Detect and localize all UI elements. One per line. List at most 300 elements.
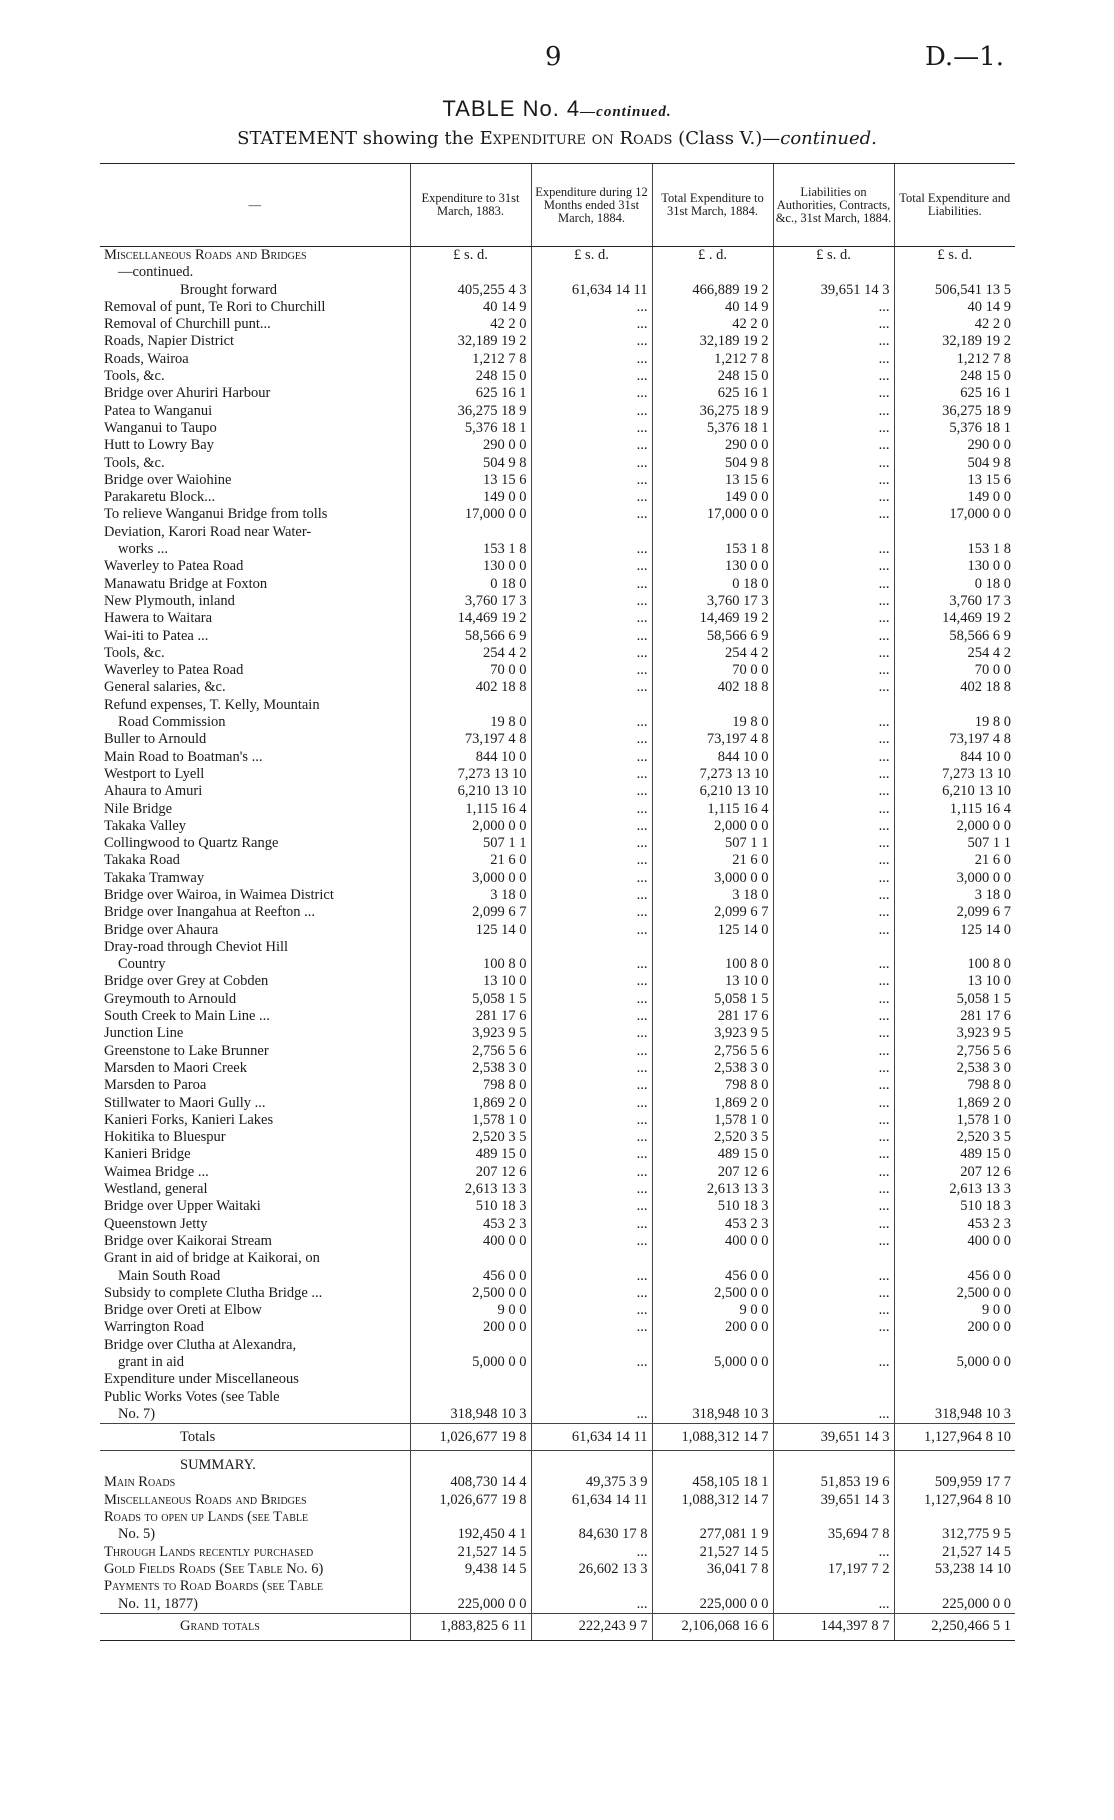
amount-cell: ... — [773, 783, 894, 800]
amount-cell: 51,853 19 6 — [773, 1474, 894, 1491]
amount-cell: ... — [531, 1268, 652, 1285]
row-label: Public Works Votes (see Table — [104, 1388, 280, 1405]
amount-cell: 466,889 19 2 — [652, 282, 773, 299]
amount-cell: 402 18 8 — [894, 679, 1015, 696]
row-label: Roads, Napier District — [104, 333, 235, 350]
amount-cell: 248 15 0 — [652, 368, 773, 385]
table-row — [100, 1146, 1015, 1163]
row-label: Kanieri Bridge — [104, 1146, 191, 1163]
amount-cell: ... — [773, 1129, 894, 1146]
amount-cell: ... — [531, 455, 652, 472]
row-label: Road Commission — [118, 714, 226, 731]
row-label: Through Lands recently purchased — [104, 1543, 314, 1560]
amount-cell: 13 15 6 — [894, 472, 1015, 489]
amount-cell: 36,275 18 9 — [894, 403, 1015, 420]
table-row — [100, 1596, 1015, 1614]
amount-cell: 1,115 16 4 — [652, 801, 773, 818]
amount-cell: 290 0 0 — [652, 437, 773, 454]
amount-cell — [894, 697, 1015, 714]
amount-cell: 400 0 0 — [410, 1233, 531, 1250]
amount-cell: ... — [531, 645, 652, 662]
amount-cell: 125 14 0 — [410, 922, 531, 939]
row-label: Marsden to Maori Creek — [104, 1059, 247, 1076]
amount-cell: ... — [531, 1596, 652, 1614]
row-label: Removal of punt, Te Rori to Churchill — [104, 298, 326, 315]
amount-cell — [410, 1509, 531, 1526]
amount-cell: ... — [773, 403, 894, 420]
amount-cell: 290 0 0 — [894, 437, 1015, 454]
amount-cell: ... — [531, 818, 652, 835]
amount-cell: 61,634 14 11 — [531, 1424, 652, 1451]
amount-cell: 6,210 13 10 — [894, 783, 1015, 800]
amount-cell: 2,613 13 3 — [894, 1181, 1015, 1198]
amount-cell: ... — [531, 1095, 652, 1112]
amount-cell: 2,106,068 16 6 — [652, 1613, 773, 1640]
amount-cell — [531, 1337, 652, 1354]
amount-cell: ... — [531, 558, 652, 575]
table-row — [100, 956, 1015, 973]
amount-cell: 13 10 0 — [894, 973, 1015, 990]
table-row — [100, 576, 1015, 593]
table-row — [100, 1509, 1015, 1526]
row-label: Bridge over Clutha at Alexandra, — [104, 1336, 297, 1353]
amount-cell: ... — [773, 541, 894, 558]
amount-cell: 21 6 0 — [652, 852, 773, 869]
row-label: Refund expenses, T. Kelly, Mountain — [104, 696, 320, 713]
amount-cell: 408,730 14 4 — [410, 1474, 531, 1491]
row-label: Totals — [100, 1424, 410, 1451]
unit-label: £ s. d. — [531, 247, 652, 265]
amount-cell: 1,115 16 4 — [410, 801, 531, 818]
row-label: General salaries, &c. — [104, 679, 226, 696]
amount-cell: 2,500 0 0 — [894, 1285, 1015, 1302]
amount-cell: ... — [531, 541, 652, 558]
amount-cell: 32,189 19 2 — [652, 333, 773, 350]
amount-cell — [531, 1509, 652, 1526]
amount-cell: 844 10 0 — [410, 749, 531, 766]
amount-cell: 507 1 1 — [410, 835, 531, 852]
amount-cell: 2,613 13 3 — [652, 1181, 773, 1198]
amount-cell: 0 18 0 — [652, 576, 773, 593]
amount-cell: 405,255 4 3 — [410, 282, 531, 299]
amount-cell: ... — [531, 1008, 652, 1025]
amount-cell: 1,088,312 14 7 — [652, 1424, 773, 1451]
amount-cell: 17,000 0 0 — [410, 506, 531, 523]
amount-cell: ... — [531, 403, 652, 420]
amount-cell: ... — [531, 472, 652, 489]
row-label: Grant in aid of bridge at Kaikorai, on — [104, 1250, 320, 1267]
amount-cell: 40 14 9 — [410, 299, 531, 316]
amount-cell: 510 18 3 — [894, 1198, 1015, 1215]
amount-cell: ... — [531, 610, 652, 627]
table-row — [100, 1492, 1015, 1509]
amount-cell — [531, 1371, 652, 1388]
amount-cell: ... — [531, 870, 652, 887]
amount-cell: 625 16 1 — [894, 385, 1015, 402]
amount-cell: ... — [531, 316, 652, 333]
amount-cell: ... — [531, 1146, 652, 1163]
column-header: Total Expenditure to 31st March, 1884. — [652, 164, 773, 247]
column-header: Expenditure to 31st March, 1883. — [410, 164, 531, 247]
amount-cell: 318,948 10 3 — [652, 1406, 773, 1424]
amount-cell: 130 0 0 — [410, 558, 531, 575]
amount-cell: 35,694 7 8 — [773, 1526, 894, 1543]
amount-cell: 207 12 6 — [894, 1164, 1015, 1181]
table-row — [100, 455, 1015, 472]
amount-cell — [410, 1337, 531, 1354]
amount-cell: 3 18 0 — [894, 887, 1015, 904]
amount-cell: ... — [531, 991, 652, 1008]
amount-cell — [652, 697, 773, 714]
table-row — [100, 282, 1015, 299]
amount-cell: 73,197 4 8 — [652, 731, 773, 748]
amount-cell: ... — [531, 731, 652, 748]
row-label: Miscellaneous Roads and Bridges — [104, 1491, 307, 1508]
amount-cell: 2,250,466 5 1 — [894, 1613, 1015, 1640]
amount-cell: ... — [773, 1095, 894, 1112]
amount-cell — [652, 939, 773, 956]
amount-cell: 73,197 4 8 — [410, 731, 531, 748]
row-label: New Plymouth, inland — [104, 592, 235, 609]
row-label: Main Road to Boatman's ... — [104, 748, 263, 765]
amount-cell: 9 0 0 — [652, 1302, 773, 1319]
amount-cell: ... — [773, 506, 894, 523]
row-label: Bridge over Waiohine — [104, 471, 232, 488]
amount-cell: 144,397 8 7 — [773, 1613, 894, 1640]
amount-cell: 13 10 0 — [652, 973, 773, 990]
amount-cell: 2,756 5 6 — [410, 1043, 531, 1060]
section-title: Miscellaneous Roads and Bridges — [104, 247, 307, 263]
column-header: — — [100, 164, 410, 247]
amount-cell: 2,756 5 6 — [894, 1043, 1015, 1060]
amount-cell: 277,081 1 9 — [652, 1526, 773, 1543]
row-label: Greenstone to Lake Brunner — [104, 1042, 269, 1059]
amount-cell: 125 14 0 — [894, 922, 1015, 939]
row-label: Wanganui to Taupo — [104, 419, 217, 436]
amount-cell: 39,651 14 3 — [773, 1492, 894, 1509]
totals-row — [100, 1424, 1015, 1451]
amount-cell — [773, 524, 894, 541]
table-row — [100, 1302, 1015, 1319]
summary-title: SUMMARY. — [180, 1457, 256, 1474]
amount-cell: 13 15 6 — [652, 472, 773, 489]
row-label: Hawera to Waitara — [104, 610, 213, 627]
amount-cell — [773, 1509, 894, 1526]
amount-cell — [894, 1578, 1015, 1595]
amount-cell: ... — [531, 1319, 652, 1336]
amount-cell: 21 6 0 — [410, 852, 531, 869]
row-label: Main Roads — [104, 1474, 176, 1491]
row-label: Takaka Road — [104, 852, 180, 869]
amount-cell: ... — [531, 1285, 652, 1302]
table-row — [100, 472, 1015, 489]
amount-cell: 5,376 18 1 — [652, 420, 773, 437]
table-row — [100, 1043, 1015, 1060]
table-row — [100, 852, 1015, 869]
amount-cell: 281 17 6 — [410, 1008, 531, 1025]
amount-cell: 225,000 0 0 — [410, 1596, 531, 1614]
table-row — [100, 1095, 1015, 1112]
table-row — [100, 714, 1015, 731]
row-label: Waverley to Patea Road — [104, 662, 244, 679]
amount-cell: 456 0 0 — [894, 1268, 1015, 1285]
amount-cell: 14,469 19 2 — [894, 610, 1015, 627]
amount-cell: 1,883,825 6 11 — [410, 1613, 531, 1640]
amount-cell — [410, 1389, 531, 1406]
amount-cell: 798 8 0 — [894, 1077, 1015, 1094]
amount-cell — [531, 697, 652, 714]
amount-cell: ... — [773, 731, 894, 748]
row-label: Greymouth to Arnould — [104, 990, 237, 1007]
amount-cell: ... — [773, 749, 894, 766]
amount-cell: 456 0 0 — [410, 1268, 531, 1285]
amount-cell: ... — [773, 455, 894, 472]
amount-cell: 844 10 0 — [652, 749, 773, 766]
amount-cell: 26,602 13 3 — [531, 1561, 652, 1578]
amount-cell — [773, 1389, 894, 1406]
amount-cell: 3,923 9 5 — [652, 1025, 773, 1042]
amount-cell: 49,375 3 9 — [531, 1474, 652, 1491]
amount-cell: 1,869 2 0 — [652, 1095, 773, 1112]
amount-cell: ... — [531, 385, 652, 402]
row-label: Kanieri Forks, Kanieri Lakes — [104, 1111, 274, 1128]
amount-cell: ... — [773, 662, 894, 679]
amount-cell: ... — [773, 385, 894, 402]
amount-cell — [652, 1389, 773, 1406]
row-label: Marsden to Paroa — [104, 1077, 207, 1094]
amount-cell: 2,099 6 7 — [410, 904, 531, 921]
amount-cell: ... — [531, 1216, 652, 1233]
amount-cell: ... — [773, 904, 894, 921]
amount-cell: ... — [773, 1268, 894, 1285]
table-row — [100, 1561, 1015, 1578]
amount-cell: 402 18 8 — [652, 679, 773, 696]
amount-cell: ... — [773, 973, 894, 990]
table-row — [100, 1285, 1015, 1302]
row-label: South Creek to Main Line ... — [104, 1008, 270, 1025]
amount-cell: 400 0 0 — [652, 1233, 773, 1250]
amount-cell: 510 18 3 — [652, 1198, 773, 1215]
amount-cell: 61,634 14 11 — [531, 282, 652, 299]
amount-cell — [894, 1509, 1015, 1526]
table-row — [100, 1060, 1015, 1077]
table-row — [100, 316, 1015, 333]
amount-cell — [410, 1250, 531, 1267]
row-label: Waimea Bridge ... — [104, 1163, 209, 1180]
amount-cell: ... — [531, 1129, 652, 1146]
amount-cell: 53,238 14 10 — [894, 1561, 1015, 1578]
amount-cell: 5,000 0 0 — [410, 1354, 531, 1371]
row-label: Bridge over Grey at Cobden — [104, 973, 269, 990]
row-label: Bridge over Kaikorai Stream — [104, 1232, 272, 1249]
amount-cell: 36,041 7 8 — [652, 1561, 773, 1578]
amount-cell: 290 0 0 — [410, 437, 531, 454]
section-continued: —continued. — [118, 264, 194, 281]
table-row — [100, 870, 1015, 887]
amount-cell — [652, 524, 773, 541]
unit-label: £ s. d. — [894, 247, 1015, 265]
amount-cell: 1,127,964 8 10 — [894, 1424, 1015, 1451]
amount-cell — [894, 1337, 1015, 1354]
statement-heading: STATEMENT showing the Expenditure on Roads (Class V.)—continued. — [237, 128, 877, 149]
row-label: Grand totals — [100, 1613, 410, 1640]
amount-cell: ... — [531, 801, 652, 818]
amount-cell: ... — [531, 1043, 652, 1060]
amount-cell: 5,376 18 1 — [410, 420, 531, 437]
amount-cell: ... — [531, 1233, 652, 1250]
amount-cell: ... — [531, 766, 652, 783]
amount-cell: 1,088,312 14 7 — [652, 1492, 773, 1509]
row-label: Deviation, Karori Road near Water- — [104, 523, 312, 540]
amount-cell: 39,651 14 3 — [773, 282, 894, 299]
amount-cell: 36,275 18 9 — [652, 403, 773, 420]
table-row — [100, 1008, 1015, 1025]
amount-cell: ... — [531, 628, 652, 645]
amount-cell: 149 0 0 — [410, 489, 531, 506]
amount-cell: ... — [773, 351, 894, 368]
row-label: Wai-iti to Patea ... — [104, 627, 209, 644]
amount-cell: ... — [773, 610, 894, 627]
amount-cell: 2,520 3 5 — [410, 1129, 531, 1146]
amount-cell: 318,948 10 3 — [894, 1406, 1015, 1424]
table-row — [100, 749, 1015, 766]
table-row — [100, 697, 1015, 714]
table-row — [100, 1216, 1015, 1233]
row-label: Bridge over Upper Waitaki — [104, 1198, 261, 1215]
page-number: 9 — [545, 42, 562, 72]
row-label: Patea to Wanganui — [104, 402, 213, 419]
amount-cell: ... — [531, 593, 652, 610]
amount-cell: ... — [773, 1596, 894, 1614]
amount-cell: 3,760 17 3 — [894, 593, 1015, 610]
amount-cell: 1,578 1 0 — [894, 1112, 1015, 1129]
amount-cell: ... — [773, 1077, 894, 1094]
amount-cell: 458,105 18 1 — [652, 1474, 773, 1491]
amount-cell: ... — [773, 558, 894, 575]
amount-cell — [531, 1250, 652, 1267]
table-row — [100, 1112, 1015, 1129]
amount-cell: 14,469 19 2 — [410, 610, 531, 627]
amount-cell: ... — [531, 1302, 652, 1319]
amount-cell: 9,438 14 5 — [410, 1561, 531, 1578]
row-label: Subsidy to complete Clutha Bridge ... — [104, 1284, 323, 1301]
table-row — [100, 1129, 1015, 1146]
amount-cell: 3,000 0 0 — [894, 870, 1015, 887]
table-row — [100, 1406, 1015, 1424]
amount-cell: ... — [773, 1164, 894, 1181]
amount-cell — [894, 939, 1015, 956]
amount-cell: 2,520 3 5 — [894, 1129, 1015, 1146]
amount-cell: ... — [773, 489, 894, 506]
row-label: Tools, &c. — [104, 644, 165, 661]
units-row — [100, 247, 1015, 265]
amount-cell: ... — [531, 887, 652, 904]
amount-cell: ... — [531, 299, 652, 316]
amount-cell: 149 0 0 — [894, 489, 1015, 506]
amount-cell: 21,527 14 5 — [652, 1544, 773, 1561]
amount-cell: 13 15 6 — [410, 472, 531, 489]
table-row — [100, 333, 1015, 350]
amount-cell: ... — [531, 506, 652, 523]
row-label: Westland, general — [104, 1181, 208, 1198]
amount-cell: 504 9 8 — [410, 455, 531, 472]
row-label: Hutt to Lowry Bay — [104, 437, 214, 454]
amount-cell: ... — [531, 662, 652, 679]
column-header: Expenditure during 12 Months ended 31st March, 1884. — [531, 164, 652, 247]
amount-cell: ... — [773, 1043, 894, 1060]
amount-cell: ... — [773, 1008, 894, 1025]
amount-cell: 254 4 2 — [410, 645, 531, 662]
amount-cell: ... — [773, 852, 894, 869]
table-row — [100, 1526, 1015, 1543]
amount-cell: ... — [531, 489, 652, 506]
row-label: Westport to Lyell — [104, 765, 205, 782]
amount-cell — [773, 939, 894, 956]
amount-cell: ... — [531, 351, 652, 368]
amount-cell: 5,058 1 5 — [652, 991, 773, 1008]
row-label: Stillwater to Maori Gully ... — [104, 1094, 266, 1111]
amount-cell: 248 15 0 — [894, 368, 1015, 385]
amount-cell: 625 16 1 — [410, 385, 531, 402]
table-row — [100, 558, 1015, 575]
amount-cell: ... — [773, 801, 894, 818]
table-row — [100, 1389, 1015, 1406]
row-label: Junction Line — [104, 1025, 184, 1042]
row-label: No. 11, 1877) — [118, 1595, 199, 1612]
row-label: To relieve Wanganui Bridge from tolls — [104, 506, 328, 523]
row-label: Tools, &c. — [104, 368, 165, 385]
amount-cell: 39,651 14 3 — [773, 1424, 894, 1451]
amount-cell: ... — [531, 1354, 652, 1371]
table-row — [100, 922, 1015, 939]
amount-cell: 207 12 6 — [652, 1164, 773, 1181]
amount-cell: ... — [773, 818, 894, 835]
amount-cell: 42 2 0 — [652, 316, 773, 333]
amount-cell: 2,756 5 6 — [652, 1043, 773, 1060]
amount-cell: 7,273 13 10 — [410, 766, 531, 783]
table-row — [100, 904, 1015, 921]
amount-cell: 1,212 7 8 — [410, 351, 531, 368]
amount-cell: 70 0 0 — [410, 662, 531, 679]
amount-cell: ... — [531, 852, 652, 869]
amount-cell: 2,613 13 3 — [410, 1181, 531, 1198]
amount-cell: ... — [773, 1233, 894, 1250]
amount-cell: ... — [531, 835, 652, 852]
amount-cell: 1,127,964 8 10 — [894, 1492, 1015, 1509]
amount-cell: 2,000 0 0 — [894, 818, 1015, 835]
row-label: Roads to open up Lands (see Table — [104, 1509, 309, 1526]
amount-cell: ... — [531, 333, 652, 350]
amount-cell: 225,000 0 0 — [652, 1596, 773, 1614]
amount-cell: 153 1 8 — [410, 541, 531, 558]
amount-cell: 70 0 0 — [894, 662, 1015, 679]
amount-cell: 130 0 0 — [894, 558, 1015, 575]
amount-cell: 21,527 14 5 — [894, 1544, 1015, 1561]
amount-cell: ... — [773, 1146, 894, 1163]
amount-cell: 32,189 19 2 — [410, 333, 531, 350]
amount-cell — [531, 1578, 652, 1595]
amount-cell: ... — [773, 1216, 894, 1233]
unit-label: £ s. d. — [773, 247, 894, 265]
amount-cell: 100 8 0 — [410, 956, 531, 973]
row-label: Queenstown Jetty — [104, 1215, 208, 1232]
amount-cell: 6,210 13 10 — [652, 783, 773, 800]
amount-cell: 510 18 3 — [410, 1198, 531, 1215]
amount-cell: 100 8 0 — [894, 956, 1015, 973]
amount-cell: 504 9 8 — [652, 455, 773, 472]
table-row — [100, 489, 1015, 506]
amount-cell: 504 9 8 — [894, 455, 1015, 472]
